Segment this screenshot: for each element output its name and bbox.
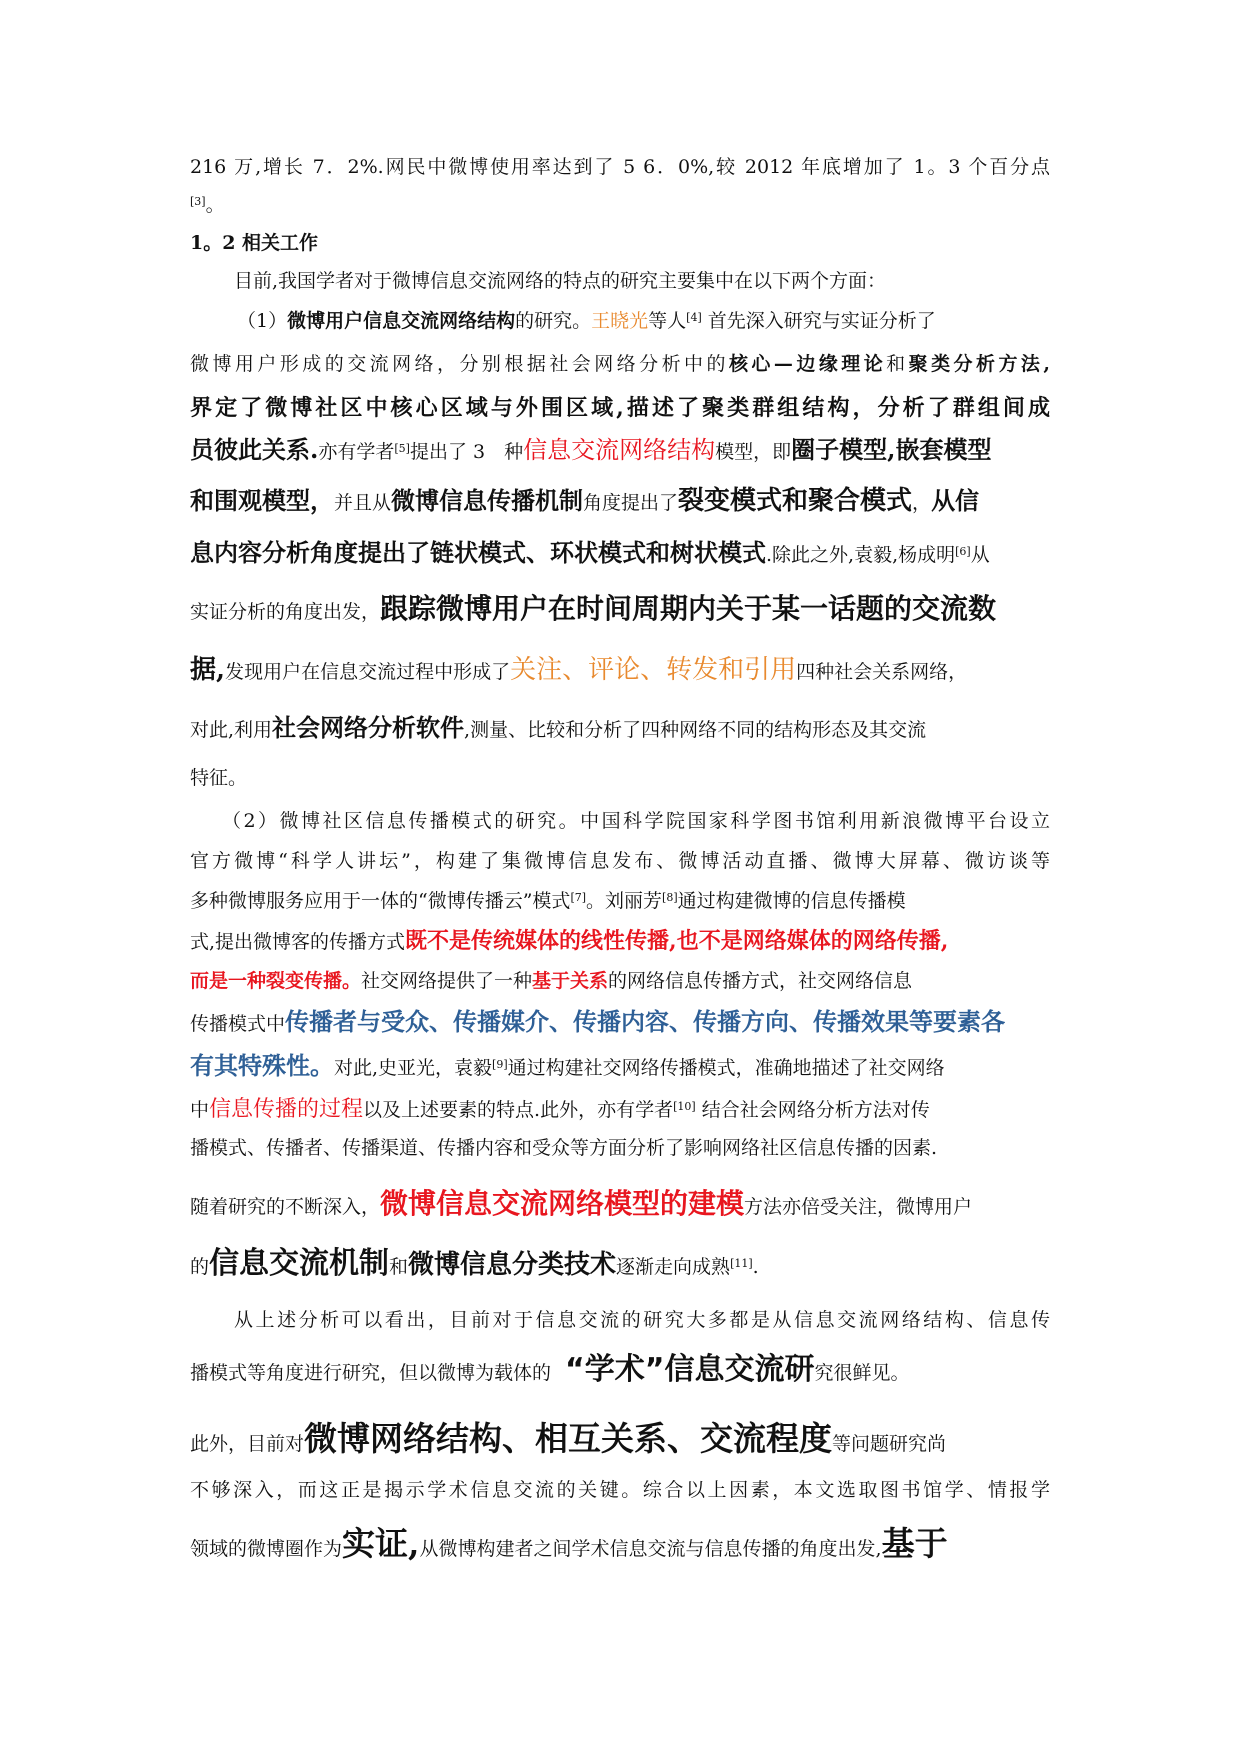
paragraph-line xyxy=(190,930,1050,952)
highlight-run: 基于关系 xyxy=(532,970,609,992)
paragraph-line xyxy=(190,716,1050,740)
text-run: 首先深入研究与实证分析了 xyxy=(701,310,936,332)
text-run: 播模式等角度进行研究，但以微博为载体的 xyxy=(190,1362,552,1384)
highlight-run: 王晓光 xyxy=(591,310,649,332)
citation-ref: [8] xyxy=(662,891,678,904)
text-run: 模型，即 xyxy=(715,441,792,463)
paragraph-line xyxy=(190,1419,1050,1458)
emphasis-run: 界定了微博社区中核心区域与外围区域,描述了聚类群组结构，分析了群组间成 xyxy=(190,395,1050,421)
emphasis-run: 微博信息传播机制 xyxy=(391,486,584,515)
emphasis-run: 息内容分析角度提出了链状模式、环状模式和树状模式 xyxy=(190,538,766,567)
text-run: 特征。 xyxy=(190,767,248,789)
emphasis-run: 微博用户信息交流网络结构 xyxy=(287,310,516,332)
paragraph-line xyxy=(190,769,1050,788)
text-run: 多种微博服务应用于一体的“微博传播云”模式 xyxy=(190,890,571,912)
citation-ref: [7] xyxy=(570,891,587,904)
emphasis-run: 和围观模型， xyxy=(190,486,334,515)
emphasis-run: 聚类分析方法, xyxy=(908,353,1050,375)
section-heading: 1。2 相关工作 xyxy=(190,232,319,254)
text-run: 社交网络提供了一种 xyxy=(361,970,533,992)
text-run: 究很鲜见。 xyxy=(814,1362,910,1384)
emphasis-run: 据, xyxy=(190,655,226,685)
text-run: 不够深入，而这正是揭示学术信息交流的关键。综合以上因素，本文选取图书馆学、情报学 xyxy=(190,1479,1050,1501)
text-run: 中 xyxy=(190,1099,210,1121)
text-run: 传播模式中 xyxy=(190,1013,286,1035)
emphasis-run: 裂变模式和聚合模式 xyxy=(678,486,913,516)
text-run: 方法亦倍受关注，微博用户 xyxy=(744,1196,973,1218)
paragraph-line xyxy=(190,488,1050,514)
text-run: 角度提出了 xyxy=(583,492,679,514)
text-run: 四种社会关系网络， xyxy=(796,661,968,683)
paragraph-line xyxy=(190,196,1050,215)
citation-ref: [11] xyxy=(730,1257,753,1270)
text-run: 发现用户在信息交流过程中形成了 xyxy=(225,661,511,683)
text-run: 从上述分析可以看出，目前对于信息交流的研究大多都是从信息交流网络结构、信息传 xyxy=(234,1309,1050,1331)
text-run: 的网络信息传播方式，社交网络信息 xyxy=(608,970,913,992)
text-run: 的 xyxy=(190,1256,210,1278)
citation-ref: [4] xyxy=(686,311,702,324)
paragraph-line xyxy=(190,1139,1050,1158)
paragraph-line xyxy=(190,435,1050,464)
text-run: . xyxy=(752,1256,759,1278)
text-run: （1） xyxy=(237,310,288,332)
emphasis-run: 微博网络结构、相互关系、交流程度 xyxy=(304,1419,833,1458)
paragraph-line xyxy=(190,1099,1050,1121)
text-run: 并且从 xyxy=(334,492,392,514)
citation-ref: [5] xyxy=(394,442,410,455)
text-run: 式,提出微博客的传播方式 xyxy=(190,931,406,953)
emphasis-run: 社会网络分析软件 xyxy=(272,714,465,742)
text-run: 结合社会网络分析方法对传 xyxy=(695,1099,930,1121)
text-run: 官方微博“科学人讲坛”，构建了集微博信息发布、微博活动直播、微博大屏幕、微访谈等 xyxy=(190,850,1050,872)
citation-ref: [10] xyxy=(673,1100,696,1113)
paragraph-line xyxy=(190,1007,1050,1036)
highlight-run: 而是一种裂变传播。 xyxy=(190,970,362,992)
paragraph-line xyxy=(190,972,1050,991)
text-run: 通过构建微博的信息传播模 xyxy=(677,890,906,912)
paragraph-line xyxy=(222,812,1050,831)
paragraph-line xyxy=(190,1481,1050,1500)
highlight-run: 信息交流网络结构 xyxy=(523,436,716,464)
text-run: 逐渐走向成熟 xyxy=(616,1256,731,1278)
emphasis-run: 微博信息分类技术 xyxy=(408,1250,617,1280)
text-run: .除此之外,袁毅,杨成明 xyxy=(766,544,956,566)
paragraph-line xyxy=(234,1311,1050,1330)
paragraph-line xyxy=(190,1352,1050,1387)
highlight-run: 关注、评论、转发和引用 xyxy=(510,655,797,685)
text-run: 通过构建社交网络传播模式，准确地描述了社交网络 xyxy=(507,1057,945,1079)
emphasis-run: 核心—边缘理论 xyxy=(728,353,887,375)
highlight-run: 既不是传统媒体的线性传播,也不是网络媒体的网络传播, xyxy=(405,928,949,954)
text-run: 。 xyxy=(205,194,225,216)
text-run: 播模式、传播者、传播渠道、传播内容和受众等方面分析了影响网络社区信息传播的因素. xyxy=(190,1137,938,1159)
citation-ref: [9] xyxy=(492,1058,508,1071)
text-run: 和 xyxy=(886,353,909,375)
paragraph-line xyxy=(190,1051,1050,1080)
text-run: 和 xyxy=(389,1256,409,1278)
emphasis-run: 实证, xyxy=(342,1524,420,1563)
citation-ref: [6] xyxy=(955,545,971,558)
paragraph-line xyxy=(190,657,1050,683)
emphasis-run: 基于 xyxy=(881,1524,948,1563)
paragraph-line xyxy=(190,592,1050,625)
text-run: ,测量、比较和分析了四种网络不同的结构形态及其交流 xyxy=(464,719,927,741)
text-run: 216 万,增长 7．2%.网民中微博使用率达到了 5 6．0%,较 2012 年底增加了 1。3 个百分点 xyxy=(190,156,1050,178)
emphasis-run: 圈子模型,嵌套模型 xyxy=(791,435,992,464)
highlight-run: 有其特殊性。 xyxy=(190,1051,334,1080)
paragraph-line xyxy=(190,397,1050,419)
text-run: 从微博构建者之间学术信息交流与信息传播的角度出发, xyxy=(419,1538,882,1560)
text-run: 实证分析的角度出发， xyxy=(190,601,381,623)
intro-line: 目前,我国学者对于微博信息交流网络的特点的研究主要集中在以下两个方面： xyxy=(234,270,887,292)
text-run: 提出了 3 种 xyxy=(409,441,524,463)
emphasis-run: 从信 xyxy=(931,486,980,515)
text-run: 此外，目前对 xyxy=(190,1433,305,1455)
text-run: 领域的微博圈作为 xyxy=(190,1538,343,1560)
paragraph-line xyxy=(190,1246,1050,1281)
paragraph-line xyxy=(190,355,1050,374)
paragraph-line xyxy=(190,1187,1050,1220)
emphasis-run: 信息交流机制 xyxy=(209,1246,390,1281)
text-run: 随着研究的不断深入， xyxy=(190,1196,381,1218)
text-run: 对此,史亚光，袁毅 xyxy=(334,1057,493,1079)
emphasis-run: “学术”信息交流研 xyxy=(565,1352,815,1387)
paragraph-line xyxy=(237,312,1050,331)
text-run: 微博用户形成的交流网络，分别根据社会网络分析中的 xyxy=(190,353,729,375)
paragraph-line xyxy=(190,1524,1050,1563)
emphasis-run: 员彼此关系. xyxy=(190,435,319,464)
paragraph-line xyxy=(190,158,1050,177)
text-run: 。刘丽芳 xyxy=(586,890,663,912)
paragraph-line xyxy=(190,892,1050,911)
highlight-run: 信息传播的过程 xyxy=(209,1097,364,1122)
citation-ref: [3] xyxy=(190,195,206,208)
text-run: ， xyxy=(912,492,932,514)
text-run: 以及上述要素的特点.此外，亦有学者 xyxy=(363,1099,674,1121)
text-run: 等人 xyxy=(648,310,687,332)
highlight-run: 微博信息交流网络模型的建模 xyxy=(380,1187,745,1220)
text-run: 对此,利用 xyxy=(190,719,273,741)
paragraph-line xyxy=(190,538,1050,567)
text-run: 亦有学者 xyxy=(318,441,395,463)
paragraph-line xyxy=(190,852,1050,871)
text-run: （2）微博社区信息传播模式的研究。中国科学院国家科学图书馆利用新浪微博平台设立 xyxy=(222,810,1050,832)
text-run: 等问题研究尚 xyxy=(832,1433,947,1455)
highlight-run: 传播者与受众、传播媒介、传播内容、传播方向、传播效果等要素各 xyxy=(285,1007,1006,1036)
emphasis-run: 跟踪微博用户在时间周期内关于某一话题的交流数 xyxy=(380,592,997,625)
text-run: 的研究。 xyxy=(515,310,592,332)
text-run: 从 xyxy=(970,544,990,566)
